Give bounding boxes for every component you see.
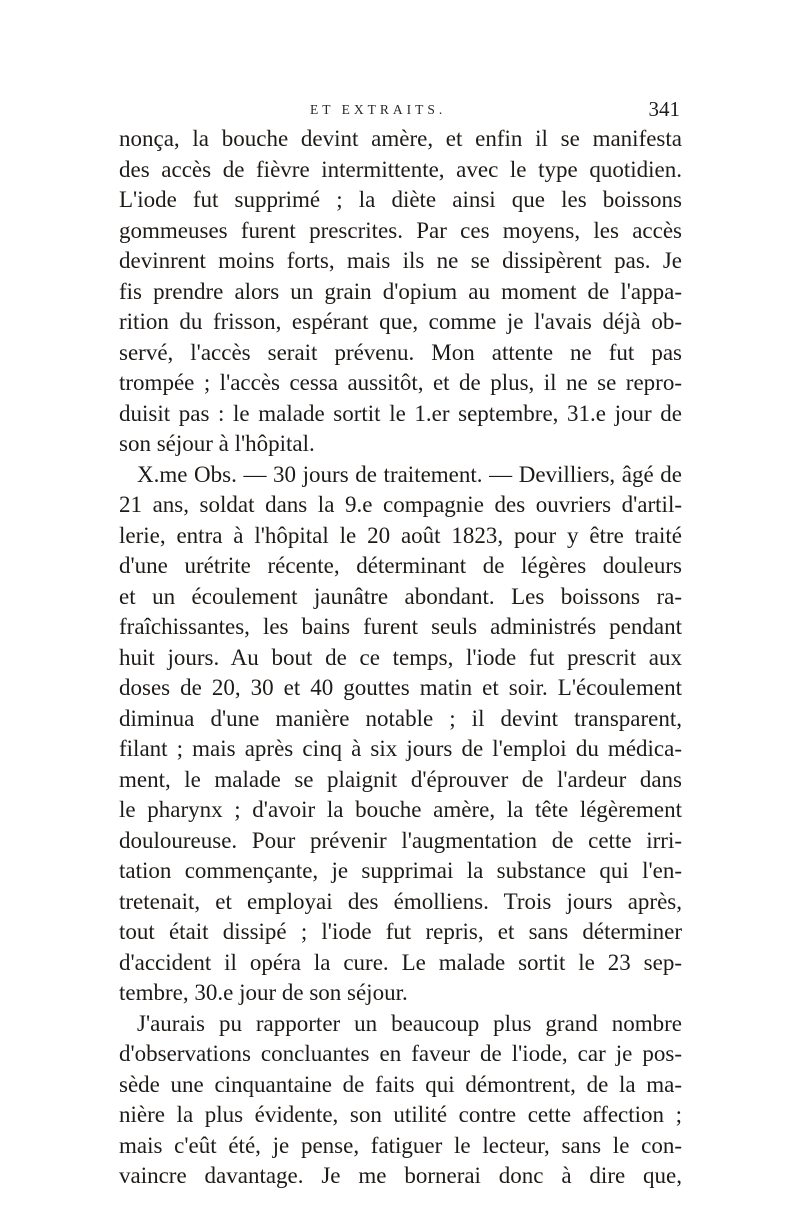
text-line: rition du frisson, espérant que, comme je l'avais déjà ob- xyxy=(119,309,682,334)
text-line: filant ; mais après cinq à six jours de l'emploi du médica- xyxy=(119,736,682,761)
text-line: diminua d'une manière notable ; il devint transparent, xyxy=(119,705,682,731)
text-line: d'accident il opéra la cure. Le malade sortit le 23 sep- xyxy=(119,949,682,975)
text-line: fraîchissantes, les bains furent seuls administrés pendant xyxy=(119,614,682,639)
text-line: L'iode fut supprimé ; la diète ainsi que les boissons xyxy=(119,187,682,212)
page-number: 341 xyxy=(648,97,680,121)
text-line: tretenait, et employai des émolliens. Trois jours après, xyxy=(119,888,682,914)
text-line: vaincre davantage. Je me bornerai donc à dire que, xyxy=(119,1163,682,1188)
text-line: d'une urétrite récente, déterminant de légères douleurs xyxy=(119,553,682,578)
text-line: duisit pas : le malade sortit le 1.er septembre, 31.e jour de xyxy=(119,400,682,426)
text-line: servé, l'accès serait prévenu. Mon attente ne fut pas xyxy=(119,339,682,365)
body-text xyxy=(119,124,682,1192)
text-line: et un écoulement jaunâtre abondant. Les boissons ra- xyxy=(119,583,682,609)
text-line: ment, le malade se plaignit d'éprouver de l'ardeur dans xyxy=(119,766,682,792)
text-line: nonça, la bouche devint amère, et enfin il se manifesta xyxy=(119,126,682,151)
text-line: fis prendre alors un grain d'opium au moment de l'appa- xyxy=(119,278,682,304)
text-line: J'aurais pu rapporter un beaucoup plus grand nombre xyxy=(137,1010,682,1036)
text-line: huit jours. Au bout de ce temps, l'iode fut prescrit aux xyxy=(119,644,682,670)
text-line: mais c'eût été, je pense, fatiguer le lecteur, sans le con- xyxy=(119,1132,682,1158)
running-title: ET EXTRAITS. xyxy=(310,102,447,117)
text-line: des accès de fièvre intermittente, avec le type quotidien. xyxy=(119,156,682,182)
text-line: le pharynx ; d'avoir la bouche amère, la tête légèrement xyxy=(119,797,682,822)
text-line: gommeuses furent prescrites. Par ces moyens, les accès xyxy=(119,217,682,243)
text-line: nière la plus évidente, son utilité contre cette affection ; xyxy=(119,1102,682,1127)
text-line: X.me Obs. — 30 jours de traitement. — Devilliers, âgé de xyxy=(137,461,682,487)
text-line: doses de 20, 30 et 40 gouttes matin et soir. L'écoulement xyxy=(119,675,682,700)
text-line: tout était dissipé ; l'iode fut repris, et sans déterminer xyxy=(119,919,682,944)
text-line: lerie, entra à l'hôpital le 20 août 1823, pour y être traité xyxy=(119,522,682,548)
text-line: devinrent moins forts, mais ils ne se dissipèrent pas. Je xyxy=(119,248,682,273)
text-line: sède une cinquantaine de faits qui démontrent, de la ma- xyxy=(119,1071,682,1097)
text-line: tembre, 30.e jour de son séjour. xyxy=(119,980,408,1005)
text-line: d'observations concluantes en faveur de l'iode, car je pos- xyxy=(119,1041,682,1066)
text-line: trompée ; l'accès cessa aussitôt, et de plus, il ne se repro- xyxy=(119,370,682,395)
text-line: douloureuse. Pour prévenir l'augmentation de cette irri- xyxy=(119,827,682,853)
text-line: tation commençante, je supprimai la substance qui l'en- xyxy=(119,858,682,883)
text-line: 21 ans, soldat dans la 9.e compagnie des ouvriers d'artil- xyxy=(119,492,682,517)
text-line: son séjour à l'hôpital. xyxy=(119,431,315,456)
running-head xyxy=(130,97,682,124)
